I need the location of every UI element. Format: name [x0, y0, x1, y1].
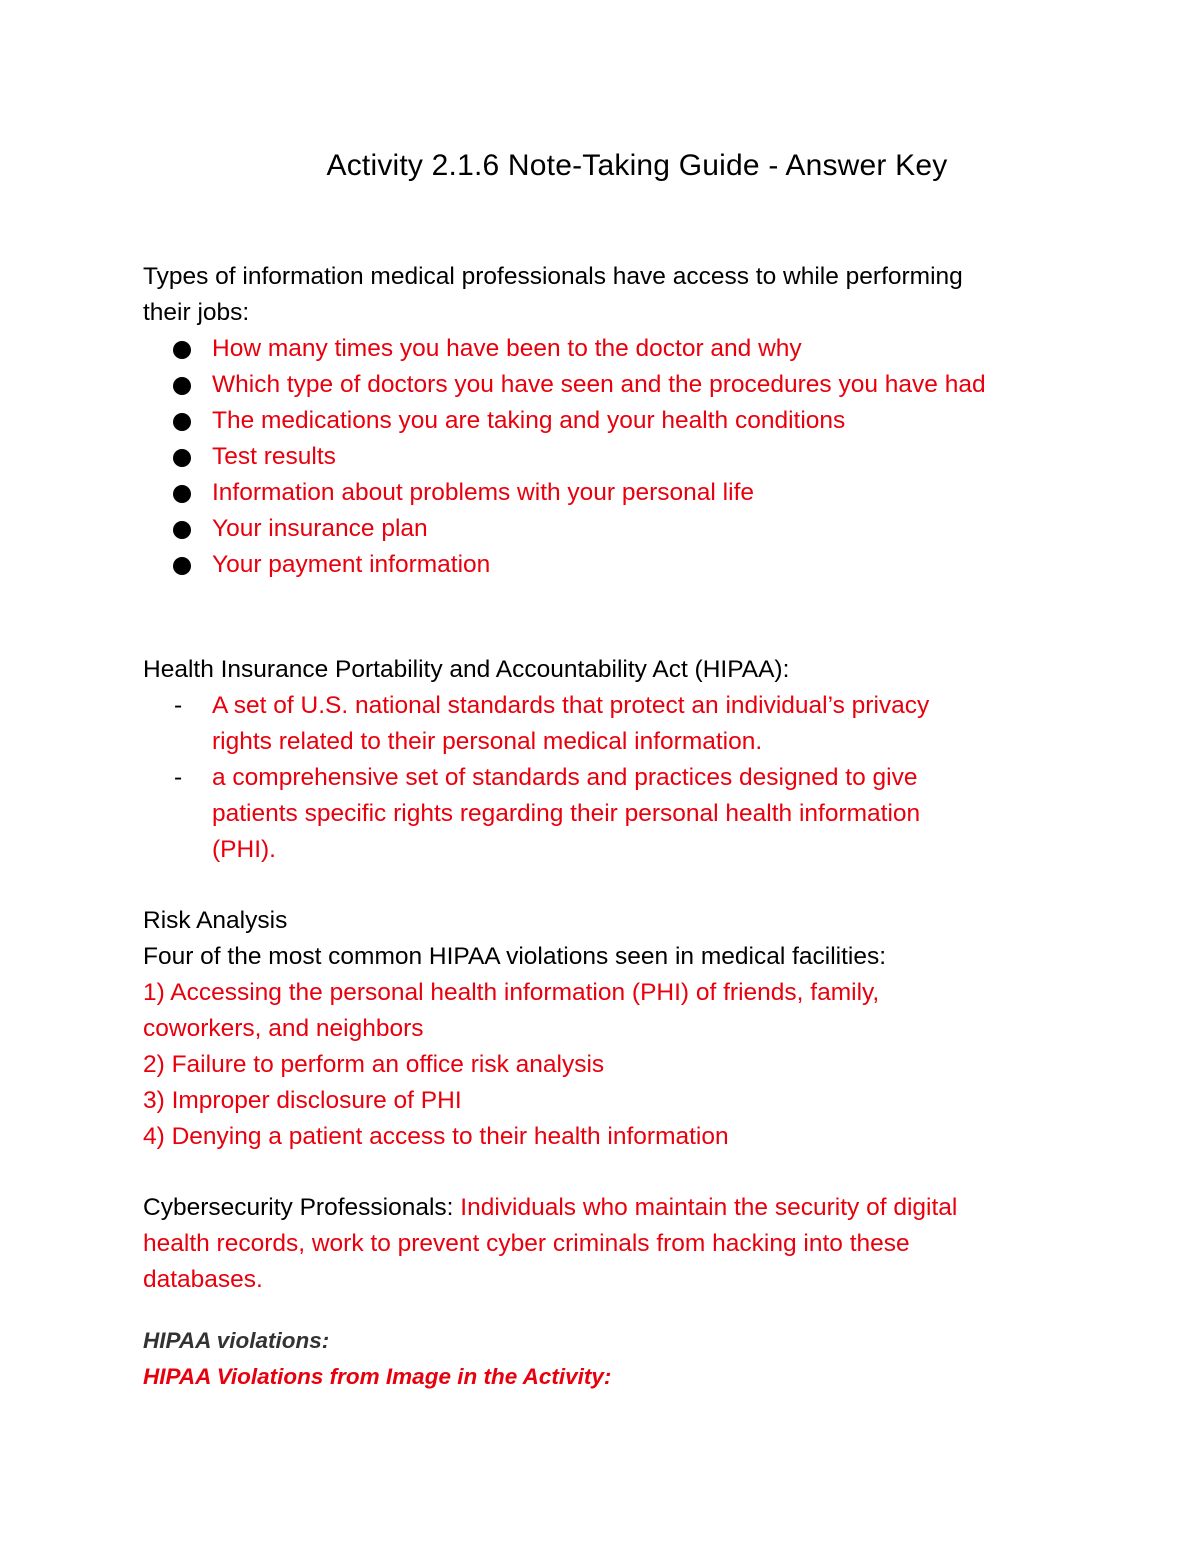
bullet-icon: [173, 413, 191, 431]
list-item: [143, 367, 1073, 403]
section-heading-line-2: their jobs:: [143, 299, 250, 326]
bullet-icon: [173, 341, 191, 359]
list-item-line: a comprehensive set of standards and practices designed to give: [212, 764, 918, 791]
cybersecurity-answer-line-2: health records, work to prevent cyber criminals from hacking into these: [143, 1230, 910, 1257]
list-item-line: coworkers, and neighbors: [143, 1015, 424, 1042]
dash-list: [143, 688, 1073, 868]
list-item-text: Information about problems with your personal life: [212, 479, 755, 506]
list-item-text: Your insurance plan: [212, 515, 428, 542]
list-item-line: 1) Accessing the personal health information (PHI) of friends, family,: [143, 979, 880, 1006]
list-item: [143, 439, 1073, 475]
section-hipaa-definition: [143, 652, 1073, 868]
cybersecurity-answer: Individuals who maintain the security of digital: [460, 1194, 958, 1221]
section-heading: Risk Analysis: [143, 907, 288, 934]
list-item-line: rights related to their personal medical information.: [212, 728, 763, 755]
cybersecurity-label: Cybersecurity Professionals:: [143, 1194, 461, 1221]
list-item-line: 4) Denying a patient access to their health information: [143, 1123, 729, 1150]
bullet-icon: [173, 377, 191, 395]
list-item-text: Your payment information: [212, 551, 491, 578]
list-item-text: Which type of doctors you have seen and the procedures you have had: [212, 371, 986, 398]
list-item-line: A set of U.S. national standards that protect an individual’s privacy: [212, 692, 930, 719]
list-item-line: patients specific rights regarding their personal health information: [212, 800, 921, 827]
section-heading: HIPAA violations:: [143, 1328, 330, 1353]
bullet-icon: [173, 521, 191, 539]
list-item-text: Test results: [212, 443, 336, 470]
bullet-list: [143, 331, 1073, 583]
list-item: [143, 547, 1073, 583]
section-risk-analysis: [143, 903, 1073, 1155]
dash-bullet-icon: -: [174, 764, 183, 791]
section-hipaa-violations: [143, 1323, 1073, 1395]
bullet-icon: [173, 449, 191, 467]
page-title: Activity 2.1.6 Note-Taking Guide - Answer Key: [326, 149, 948, 182]
list-item: [143, 403, 1073, 439]
list-item-text: How many times you have been to the doctor and why: [212, 335, 802, 362]
cybersecurity-answer-line-3: databases.: [143, 1266, 263, 1293]
section-cybersecurity: [143, 1190, 1073, 1298]
section-heading: Health Insurance Portability and Accountability Act (HIPAA):: [143, 656, 790, 683]
list-item-line: 3) Improper disclosure of PHI: [143, 1087, 462, 1114]
list-item: [143, 760, 1073, 868]
list-item-line: (PHI).: [212, 836, 276, 863]
numbered-list: [143, 975, 1073, 1155]
list-item-line: 2) Failure to perform an office risk analysis: [143, 1051, 605, 1078]
section-information-types: [143, 259, 1073, 583]
section-heading-line-1: Types of information medical professionals have access to while performing: [143, 263, 963, 290]
list-item: [143, 511, 1073, 547]
list-item: [143, 688, 1073, 760]
list-item-text: The medications you are taking and your health conditions: [212, 407, 846, 434]
bullet-icon: [173, 485, 191, 503]
list-item: [143, 331, 1073, 367]
cybersecurity-line-1: [143, 1190, 1073, 1226]
section-subheading: Four of the most common HIPAA violations seen in medical facilities:: [143, 943, 887, 970]
list-item: [143, 475, 1073, 511]
bullet-icon: [173, 557, 191, 575]
dash-bullet-icon: -: [174, 692, 183, 719]
section-subheading: HIPAA Violations from Image in the Activity:: [143, 1364, 612, 1389]
